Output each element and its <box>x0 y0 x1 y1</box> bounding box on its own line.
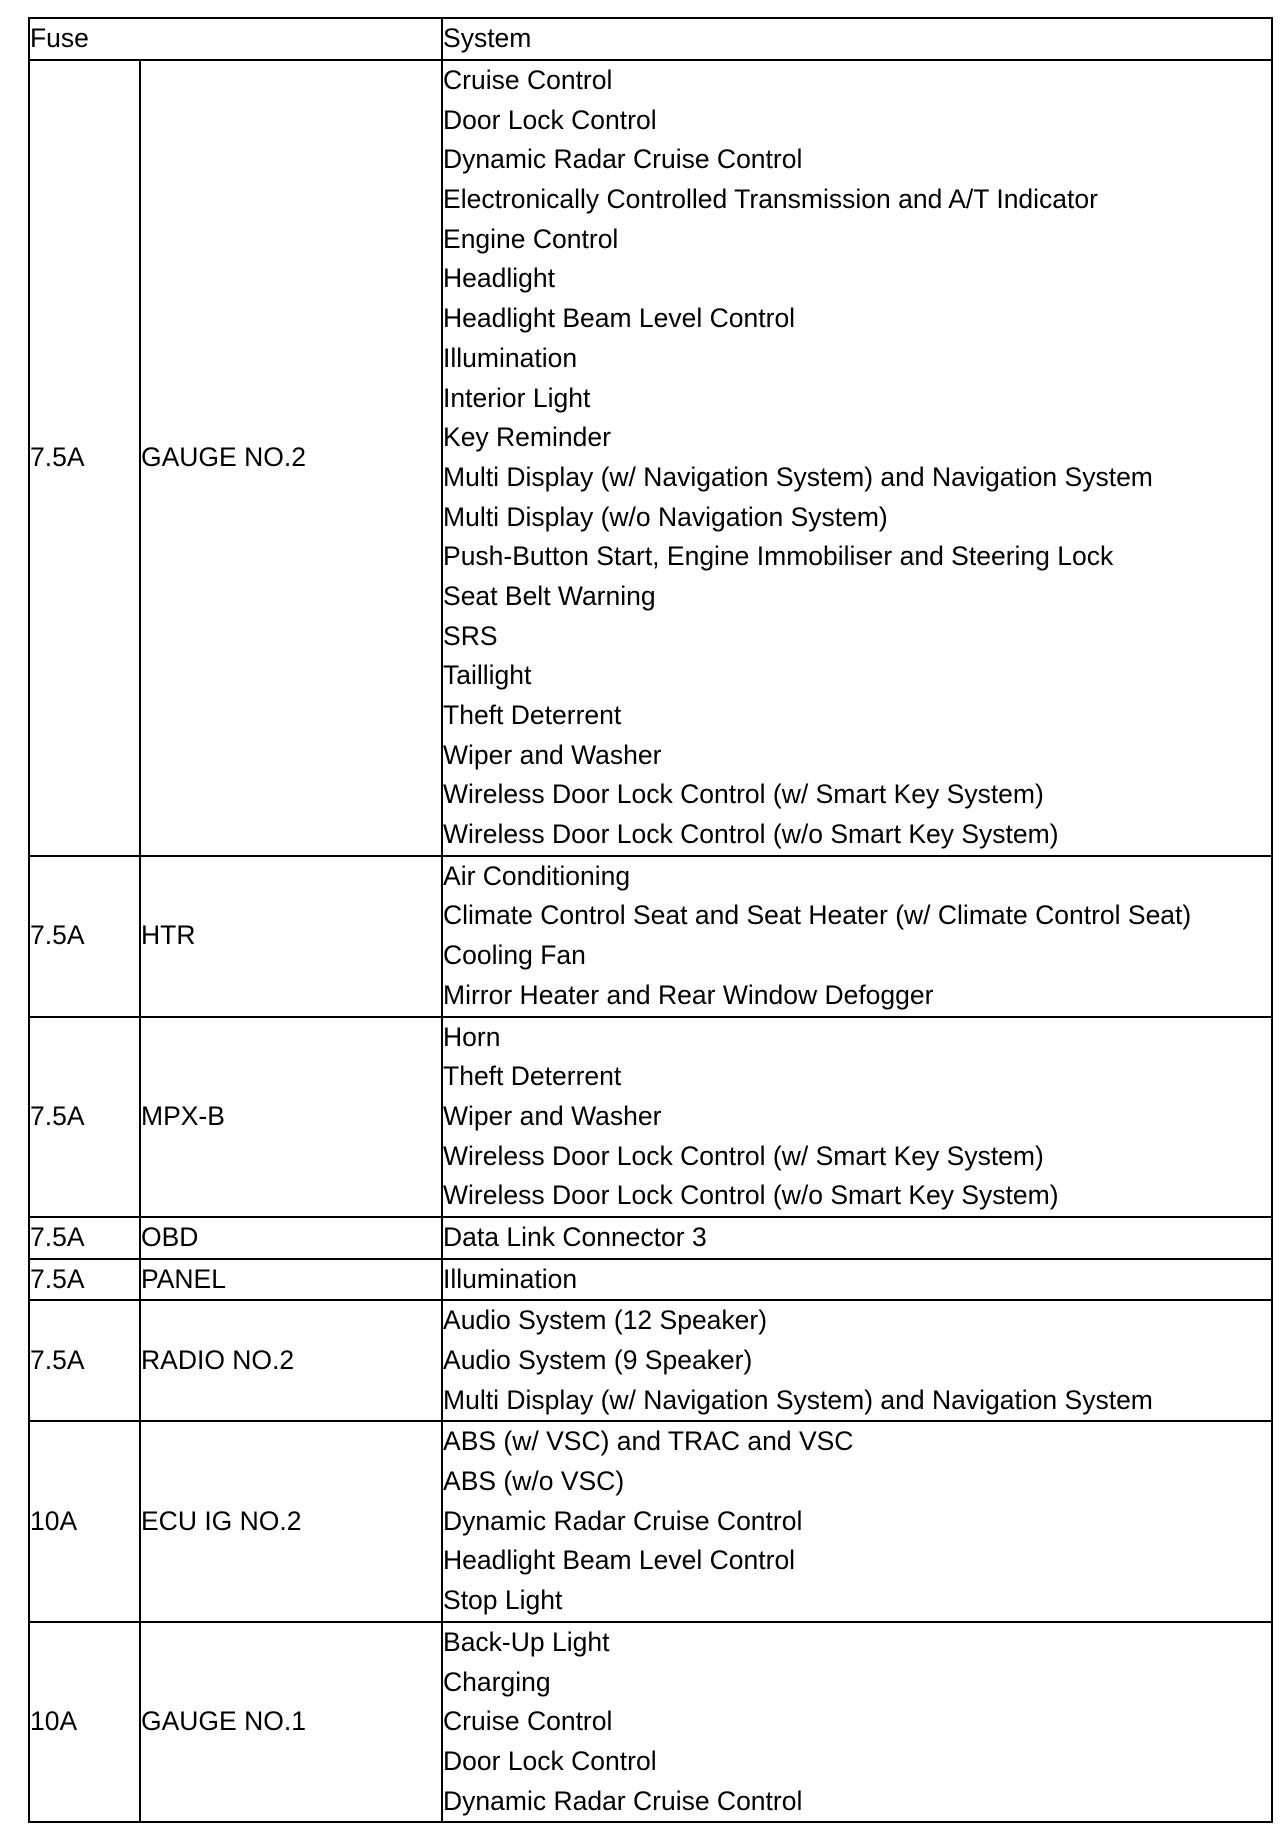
fuse-amperage: 7.5A <box>29 856 140 1017</box>
fuse-amperage: 10A <box>29 1622 140 1822</box>
system-item: Dynamic Radar Cruise Control <box>443 1785 803 1816</box>
system-item: Wireless Door Lock Control (w/ Smart Key System) <box>443 1140 1044 1171</box>
fuse-amperage: 7.5A <box>29 1017 140 1217</box>
system-item: Interior Light <box>443 382 591 413</box>
system-item: Wireless Door Lock Control (w/o Smart Key System) <box>443 1180 1059 1211</box>
system-item: Charging <box>443 1666 551 1697</box>
fuse-name: ECU IG NO.2 <box>140 1421 442 1621</box>
fuse-amperage: 7.5A <box>29 1259 140 1301</box>
system-item: ABS (w/ VSC) and TRAC and VSC <box>443 1426 854 1457</box>
system-list <box>442 856 1272 1017</box>
fuse-amperage: 10A <box>29 1421 140 1621</box>
table-row <box>29 60 1272 856</box>
system-item: Data Link Connector 3 <box>443 1221 707 1252</box>
table-row <box>29 1217 1272 1259</box>
system-item: Cooling Fan <box>443 940 586 971</box>
system-item: Theft Deterrent <box>443 1061 622 1092</box>
system-item: Wiper and Washer <box>443 1100 662 1131</box>
fuse-name: PANEL <box>140 1259 442 1301</box>
fuse-name: GAUGE NO.1 <box>140 1622 442 1822</box>
system-item: Dynamic Radar Cruise Control <box>443 1505 803 1536</box>
system-item: Key Reminder <box>443 422 611 453</box>
system-list <box>442 60 1272 856</box>
system-item: Wireless Door Lock Control (w/o Smart Key System) <box>443 819 1059 850</box>
system-column-header: System <box>442 18 1272 60</box>
system-item: Audio System (12 Speaker) <box>443 1305 768 1336</box>
system-item: Headlight <box>443 263 555 294</box>
fuse-amperage: 7.5A <box>29 1300 140 1421</box>
table-row <box>29 1017 1272 1217</box>
system-item: Door Lock Control <box>443 104 657 135</box>
fuse-column-header: Fuse <box>29 18 442 60</box>
table-row <box>29 1421 1272 1621</box>
system-list <box>442 1421 1272 1621</box>
system-item: Multi Display (w/ Navigation System) and Navigation System <box>443 1384 1153 1415</box>
system-item: Headlight Beam Level Control <box>443 1545 796 1576</box>
system-item: Taillight <box>443 660 532 691</box>
system-list <box>442 1300 1272 1421</box>
table-header-row <box>29 18 1272 60</box>
system-item: Horn <box>443 1021 501 1052</box>
fuse-name: HTR <box>140 856 442 1017</box>
system-item: Multi Display (w/o Navigation System) <box>443 501 888 532</box>
system-item: Wireless Door Lock Control (w/ Smart Key System) <box>443 779 1044 810</box>
system-item: ABS (w/o VSC) <box>443 1466 625 1497</box>
table-body <box>29 60 1272 1822</box>
table-row <box>29 1622 1272 1822</box>
system-item: Mirror Heater and Rear Window Defogger <box>443 979 934 1010</box>
table-row <box>29 1259 1272 1301</box>
system-item: Cruise Control <box>443 65 613 95</box>
system-item: Dynamic Radar Cruise Control <box>443 144 803 175</box>
table-row <box>29 856 1272 1017</box>
system-item: Cruise Control <box>443 1706 613 1737</box>
fuse-system-table <box>28 17 1273 1823</box>
system-item: Push-Button Start, Engine Immobiliser and Steering Lock <box>443 541 1114 572</box>
system-item: Door Lock Control <box>443 1745 657 1776</box>
system-item: Air Conditioning <box>443 860 631 891</box>
fuse-name: MPX-B <box>140 1017 442 1217</box>
fuse-amperage: 7.5A <box>29 60 140 856</box>
system-item: Illumination <box>443 1263 578 1294</box>
system-item: Theft Deterrent <box>443 700 622 730</box>
fuse-name: RADIO NO.2 <box>140 1300 442 1421</box>
system-list <box>442 1017 1272 1217</box>
system-item: Engine Control <box>443 223 619 254</box>
table-row <box>29 1300 1272 1421</box>
system-list <box>442 1622 1272 1822</box>
system-list <box>442 1259 1272 1301</box>
system-item: Electronically Controlled Transmission and A/T Indicator <box>443 184 1098 215</box>
system-list <box>442 1217 1272 1259</box>
system-item: Seat Belt Warning <box>443 580 656 611</box>
system-item: Back-Up Light <box>443 1626 610 1657</box>
system-item: Wiper and Washer <box>443 739 662 770</box>
system-item: Climate Control Seat and Seat Heater (w/ Climate Control Seat) <box>443 900 1192 931</box>
system-item: SRS <box>443 620 498 651</box>
system-item: Audio System (9 Speaker) <box>443 1345 753 1376</box>
system-item: Headlight Beam Level Control <box>443 303 796 334</box>
fuse-amperage: 7.5A <box>29 1217 140 1259</box>
fuse-name: GAUGE NO.2 <box>140 60 442 856</box>
system-item: Illumination <box>443 342 578 373</box>
system-item: Multi Display (w/ Navigation System) and Navigation System <box>443 461 1153 492</box>
system-item: Stop Light <box>443 1585 563 1616</box>
fuse-name: OBD <box>140 1217 442 1259</box>
